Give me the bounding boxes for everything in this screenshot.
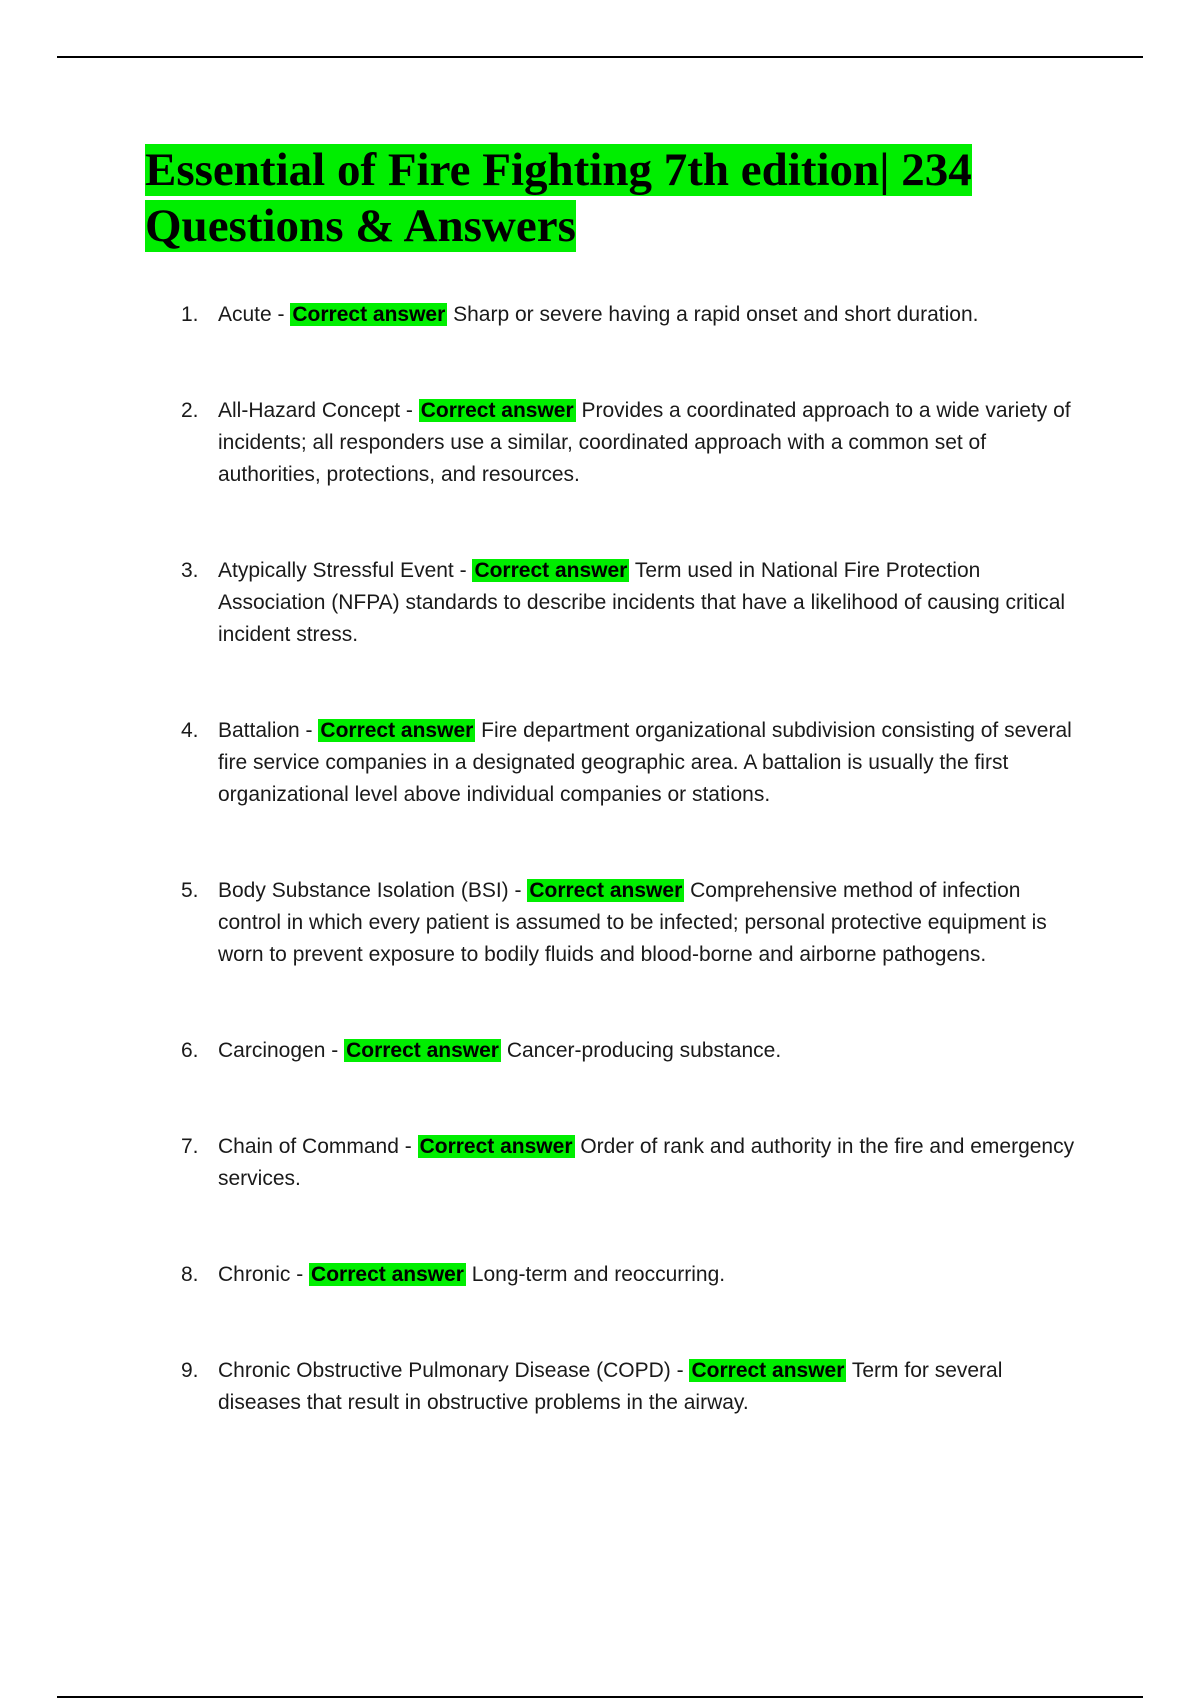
qa-term: Atypically Stressful Event -: [218, 559, 467, 582]
qa-answer: Order of rank and authority in the fire and emergency services.: [218, 1135, 1075, 1190]
qa-term: Acute -: [218, 303, 285, 326]
qa-list: [145, 299, 1085, 1419]
qa-term: Body Substance Isolation (BSI) -: [218, 879, 522, 902]
qa-item: [145, 1035, 1085, 1067]
footer-rule: [57, 1696, 1143, 1698]
qa-item: [145, 1355, 1085, 1419]
qa-answer: Provides a coordinated approach to a wide variety of incidents; all responders use a similar, coordinated approach with a common set of authorities, protections, and resources.: [218, 399, 1071, 486]
qa-term: Battalion -: [218, 719, 313, 742]
qa-item: [145, 299, 1085, 331]
qa-item: [145, 1259, 1085, 1291]
qa-term: Chain of Command -: [218, 1135, 412, 1158]
qa-number: 8.: [181, 1263, 199, 1286]
qa-term: Chronic Obstructive Pulmonary Disease (COPD) -: [218, 1359, 684, 1382]
qa-term: Chronic -: [218, 1263, 304, 1286]
document-title-text: Essential of Fire Fighting 7th edition| 234 Questions & Answers: [145, 144, 972, 252]
qa-item: [145, 715, 1085, 811]
correct-answer-tag: Correct answer: [529, 879, 683, 902]
qa-item: [145, 875, 1085, 971]
correct-answer-tag: Correct answer: [346, 1039, 499, 1062]
qa-answer: Long-term and reoccurring.: [471, 1263, 726, 1286]
qa-answer: Term for several diseases that result in obstructive problems in the airway.: [218, 1359, 1003, 1414]
qa-answer: Sharp or severe having a rapid onset and short duration.: [453, 303, 979, 326]
correct-answer-tag: Correct answer: [292, 303, 446, 326]
qa-term: All-Hazard Concept -: [218, 399, 413, 422]
qa-item: [145, 1131, 1085, 1195]
qa-item: [145, 555, 1085, 651]
correct-answer-tag: Correct answer: [320, 719, 474, 742]
qa-number: 7.: [181, 1135, 199, 1158]
qa-number: 9.: [181, 1359, 199, 1382]
qa-number: 3.: [181, 559, 199, 582]
qa-number: 4.: [181, 719, 199, 742]
correct-answer-tag: Correct answer: [691, 1359, 845, 1382]
qa-term: Carcinogen -: [218, 1039, 339, 1062]
document-body: [145, 142, 1085, 1483]
correct-answer-tag: Correct answer: [419, 1135, 573, 1158]
document-title: [145, 142, 1085, 254]
qa-answer: Cancer-producing substance.: [506, 1039, 782, 1062]
qa-number: 5.: [181, 879, 199, 902]
qa-number: 1.: [181, 303, 199, 326]
qa-answer: Term used in National Fire Protection Association (NFPA) standards to describe incidents that have a likelihood of causing critical incident stress.: [218, 559, 1066, 646]
qa-answer: Comprehensive method of infection control in which every patient is assumed to be infected; personal protective equipment is worn to prevent exposure to bodily fluids and blood-borne and airborne pathogens.: [218, 879, 1047, 966]
header-rule: [57, 56, 1143, 58]
correct-answer-tag: Correct answer: [420, 399, 574, 422]
qa-item: [145, 395, 1085, 491]
correct-answer-tag: Correct answer: [474, 559, 628, 582]
qa-answer: Fire department organizational subdivision consisting of several fire service companies in a designated geographic area. A battalion is usually the first organizational level above individual companies or stations.: [218, 719, 1072, 806]
qa-number: 2.: [181, 399, 199, 422]
correct-answer-tag: Correct answer: [311, 1263, 464, 1286]
qa-number: 6.: [181, 1039, 199, 1062]
